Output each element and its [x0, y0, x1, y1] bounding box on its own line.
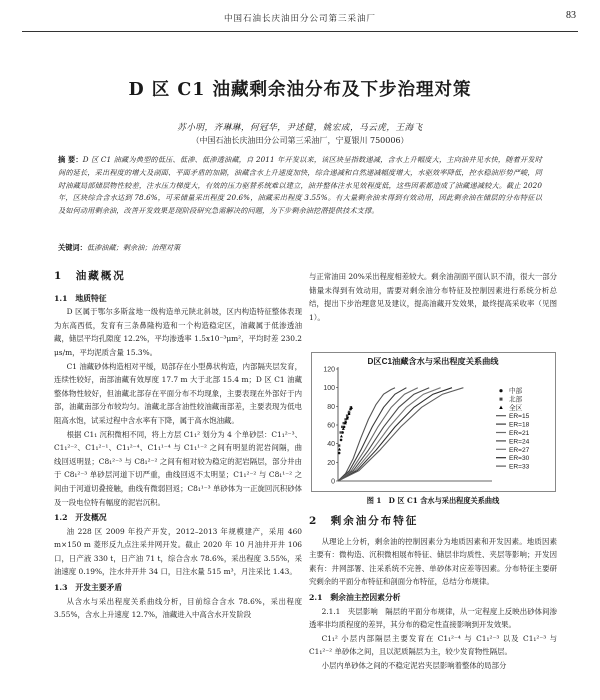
observed-point: [341, 426, 343, 428]
affiliation: （中国石油长庆油田分公司第三采油厂，宁夏银川 750006）: [191, 136, 409, 145]
right-column-bottom: [309, 515, 557, 673]
paragraph: 与正常油田 20%采出程度相差较大。剩余油剖面平面认识不清，很大一部分储量未得到有效动用，需要对剩余油分布特征及控制因素进行系统分析总结，提出下步治理意见及建议，提高油藏开发效果，最终提高采收率（见图 1）。: [309, 272, 557, 322]
legend-label: ER=33: [509, 463, 530, 471]
section-1-1-heading: 1.1 地质特征: [54, 293, 107, 303]
paragraph: C1₁² 小层内部隔层主要发育在 C1₁²⁻⁴ 与 C1₁²⁻³ 以及 C1₁²⁻³ 与 C1₁²⁻² 单砂体之间，且以泥质隔层为主，较少发育物性隔层。: [309, 633, 557, 657]
theory-curve: [338, 388, 452, 481]
keywords-label: 关键词：: [58, 243, 87, 252]
observed-series: [338, 406, 353, 454]
abstract: [58, 154, 542, 218]
page-number: 83: [566, 10, 576, 21]
observed-point: [340, 435, 343, 438]
authors: 苏小明，齐琳琳，何冠华，尹述健，姚宏成，马云虎，王海飞: [177, 123, 423, 133]
figure-1: [311, 352, 556, 492]
legend-swatch: [499, 406, 503, 409]
y-tick-labels: [323, 367, 338, 486]
figure-caption: 图 1 D 区 C1 含水与采出程度关系曲线: [366, 496, 500, 505]
legend-label: ER=18: [509, 421, 530, 429]
paragraph: C1 油藏砂体构造相对平缓，局部存在小型鼻状构造，内部隔夹层发育，连续性较好，南部油藏有效厚度 17.7 m 大于北部 15.4 m；D 区 C1 油藏整体物性较好，但油藏北部存在平面分布不均现象，主要表现在外部好于内部，油藏南部分布较均匀。油藏北部含油性较油藏南部差，主要表现为低电阻高水饱，试采过程中含水率有下降，属于高水饱油藏。: [54, 361, 302, 425]
legend-label: ER=15: [509, 413, 530, 421]
observed-point: [338, 452, 341, 455]
y-tick-label: 100: [323, 385, 335, 393]
observed-point: [338, 448, 341, 451]
legend-label: ER=24: [509, 438, 530, 446]
legend-label: 全区: [509, 404, 523, 412]
observed-point: [340, 439, 343, 442]
legend-label: 北部: [509, 396, 523, 404]
article-title: D 区 C1 油藏剩余油分布及下步治理对策: [128, 80, 472, 100]
section-1-heading: 1 油藏概况: [54, 270, 126, 282]
legend-label: ER=21: [509, 430, 530, 437]
paragraph: 小层内单砂体之间的不稳定泥岩夹层影响着整体的局部分: [321, 660, 507, 670]
y-tick-label: 80: [327, 403, 335, 411]
section-2-1-heading: 2.1 剩余油主控因素分析: [309, 592, 401, 602]
legend-label: 中部: [509, 388, 523, 395]
keywords: [58, 243, 542, 253]
theory-curve: [338, 388, 463, 481]
left-column: [54, 270, 302, 622]
y-tick-label: 60: [327, 422, 335, 430]
theory-curves: [338, 388, 463, 481]
observed-point: [339, 431, 341, 433]
water-cut-chart: [312, 353, 555, 491]
right-column-top: [309, 270, 557, 324]
legend-swatch: [499, 389, 502, 392]
journal-name: 中国石油长庆油田分公司第三采油厂: [223, 14, 376, 24]
legend-swatch: [500, 398, 503, 401]
legend-label: ER=27: [509, 446, 530, 454]
section-1-3-heading: 1.3 开发主要矛盾: [54, 583, 123, 593]
paragraph: 根据 C1₁ 沉积微相不同，将上方层 C1₁² 划分为 4 个单砂层：C1₁²⁻³、C1₁²⁻²、C1₁²⁻¹、C1₁²⁻⁴、C1₁¹⁻⁴ 与 C1₁¹⁻² 之间有明显的泥岩间隔，曲线回返明显；C8₁²⁻³ 与 C8₁²⁻² 之间有相对较为稳定的泥岩隔层，部分井由于 C8₁²⁻³ 单砂层河道下切严重，曲线回返不太明显；C1₁²⁻² 与 C8₁¹⁻² 之间由于河道切叠接触，曲线有微弱回返；C8₁¹⁻³ 单砂体为一正旋回沉积砂体及一段电位特有幅度的泥岩沉积。: [54, 429, 302, 507]
paragraph: 油 228 区 2009 年投产开发，2012–2013 年规模建产，采用 460 m×150 m 菱形反九点注采井网开发。截止 2020 年 10 月油井开井 106 口，日产液 330 t，日产油 71 t，综合含水 78.6%，采出程度 3.55%，采油速度 0.19%，注水井开井 34 口，日注水量 515 m³，月注采比 1.43。: [54, 526, 302, 577]
observed-point: [338, 444, 340, 446]
y-tick-label: 120: [323, 366, 335, 374]
section-2-heading: 2 剩余油分布特征: [309, 515, 419, 527]
chart-legend: [496, 386, 530, 471]
theory-curve: [338, 388, 395, 481]
legend-label: ER=30: [509, 455, 530, 463]
keywords-text: 低渗油藏；剩余油；治理对策: [86, 243, 181, 252]
y-tick-label: 0: [331, 478, 335, 486]
running-header: [22, 6, 578, 32]
paragraph: 从含水与采出程度关系曲线分析，目前综合含水 78.6%，采出程度 3.55%，含水上升速度 12.7%，油藏进入中高含水开发阶段: [54, 596, 302, 620]
paragraph: 从理论上分析，剩余油的控制因素分为地质因素和开发因素。地质因素主要有：微构造、沉积微相展布特征、储层非均质性、夹层等影响；开发因素有：井网部署、注采系统不完善、单砂体对应差等因素。分布特征主要研究剩余的平面分布特征和剖面分布特征，总结分布规律。: [309, 536, 557, 587]
y-tick-label: 40: [327, 441, 335, 449]
abstract-text: D 区 C1 油藏为典型的低压、低渗、低渗透油藏，自 2011 年开发以来，该区块呈指数递减，含水上升幅度大，主向油井见水快，随着开发时间的延长，采出程度的增大及剖面、平面矛盾的加剧，油藏含水上升速度加快，综合递减和自然递减幅度增大，水驱效率降低，控水稳油形势严峻，同时油藏局部储层物性较差，注水压力梯度大，有效的压力驱替系统难以建立，油井整体注水见效程度低，这些因素都造成了油藏递减较大。截止 2020 年，区块综合含水达到 78.6%，可采储量采出程度 20.6%，油藏采出程度 3.55%。有大量剩余油未得到有效动用，因此剩余油在储层的分布特征以及如何动用剩余油，改善开发效果是现阶段研究急需解决的问题，为下步剩余油挖潜提供技术支撑。: [58, 155, 543, 216]
paragraph: 2.1.1 夹层影响 隔层的平面分布规律，从一定程度上反映出砂体间渗透率非均质程度的差异，其分布的稳定性直接影响到开发效果。: [309, 606, 557, 630]
abstract-label: 摘 要：: [58, 155, 83, 164]
section-1-2-heading: 1.2 开发概况: [54, 513, 107, 523]
y-tick-label: 20: [327, 459, 335, 467]
paragraph: D 区属于鄂尔多斯盆地一级构造单元陕北斜坡，区内构造特征整体表现为东高西低，发育有三条鼻隆构造和一个构造稳定区，油藏属于低渗透油藏，储层平均孔隙度 12.2%，平均渗透率 1.5x10⁻³μm²，平均时差 230.2 μs/m，平均泥质含量 15.3%。: [54, 307, 302, 357]
chart-title: D区C1油藏含水与采出程度关系曲线: [367, 357, 499, 366]
